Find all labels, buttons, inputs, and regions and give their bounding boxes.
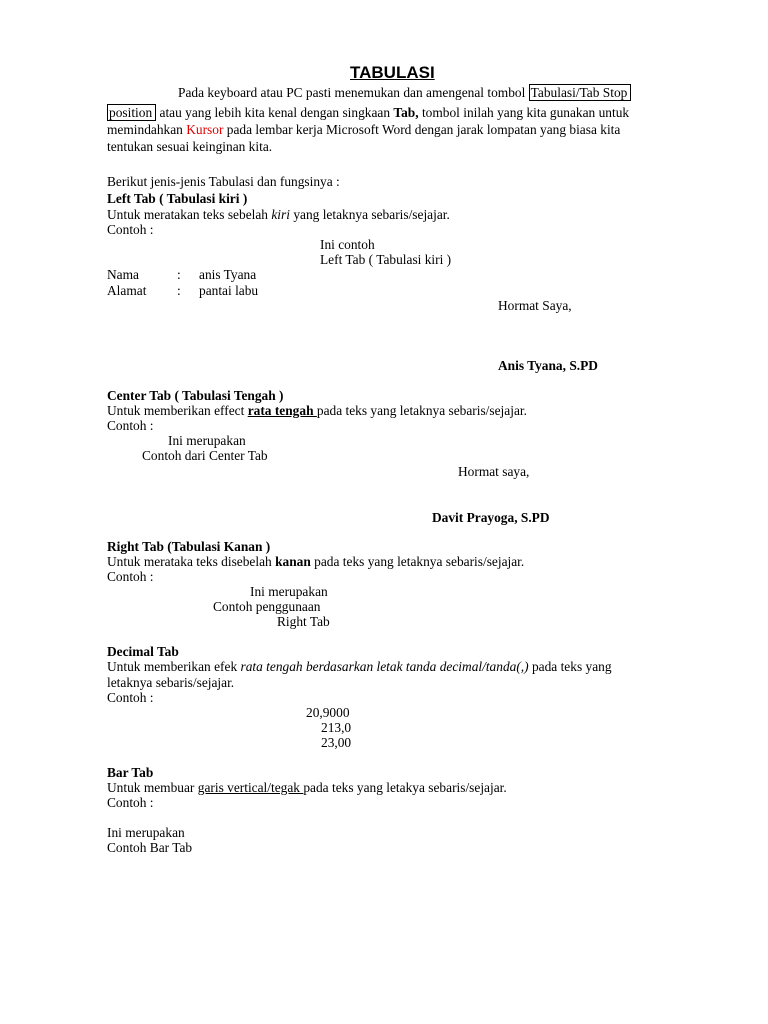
center-tab-signer: Davit Prayoga, S.PD: [432, 510, 550, 525]
desc-bold: kanan: [275, 554, 311, 569]
decimal-tab-desc: [107, 659, 612, 674]
center-tab-desc: [107, 403, 527, 418]
center-tab-contoh: Contoh :: [107, 418, 154, 433]
desc-text: Untuk membuar: [107, 780, 198, 795]
desc-text: Untuk memberikan efek: [107, 659, 241, 674]
alamat-colon: :: [177, 283, 181, 298]
desc-text: pada teks yang letakya sebaris/sejajar.: [303, 780, 507, 795]
decimal-tab-contoh: Contoh :: [107, 690, 154, 705]
left-tab-signer: Anis Tyana, S.PD: [498, 358, 598, 373]
intro-text: atau yang lebih kita kenal dengan singkaan: [156, 105, 394, 120]
left-tab-heading: Left Tab ( Tabulasi kiri ): [107, 191, 248, 206]
bar-tab-contoh: Contoh :: [107, 795, 154, 810]
right-tab-heading: Right Tab (Tabulasi Kanan ): [107, 539, 271, 554]
left-tab-desc: [107, 207, 450, 222]
desc-underline: garis vertical/tegak: [197, 780, 304, 795]
decimal-number-3: 23,00: [321, 735, 352, 750]
boxed-term-2: position: [107, 104, 156, 121]
decimal-tab-heading: Decimal Tab: [107, 644, 179, 659]
kursor-keyword: Kursor: [186, 122, 224, 137]
desc-text: Untuk meratakan teks sebelah: [107, 207, 272, 222]
desc-italic: kiri: [271, 207, 290, 222]
nama-colon: :: [177, 267, 181, 282]
desc-text: Untuk merataka teks disebelah: [107, 554, 276, 569]
desc-text: pada teks yang letaknya sebaris/sejajar.: [316, 403, 527, 418]
decimal-number-1: 20,9000: [306, 705, 350, 720]
center-tab-example-2: Contoh dari Center Tab: [142, 448, 268, 463]
desc-italic: rata tengah berdasarkan letak tanda decimal/tanda(,): [240, 659, 529, 674]
center-tab-hormat: Hormat saya,: [458, 464, 530, 479]
desc-text: pada teks yang letaknya sebaris/sejajar.: [310, 554, 525, 569]
bar-tab-example-2: Contoh Bar Tab: [107, 840, 193, 855]
desc-text: yang letaknya sebaris/sejajar.: [289, 207, 450, 222]
desc-text: pada teks yang: [528, 659, 612, 674]
bar-tab-heading: Bar Tab: [107, 765, 154, 780]
list-intro: Berikut jenis-jenis Tabulasi dan fungsinya :: [107, 174, 340, 189]
right-tab-example-2: Contoh penggunaan: [213, 599, 321, 614]
boxed-term-1: Tabulasi/Tab Stop: [529, 84, 632, 101]
nama-value: anis Tyana: [199, 267, 257, 282]
alamat-value: pantai labu: [199, 283, 259, 298]
right-tab-desc: [107, 554, 524, 569]
alamat-label: Alamat: [107, 283, 147, 298]
intro-line-4: tentukan sesuai keinginan kita.: [107, 139, 273, 154]
page-title: TABULASI: [350, 63, 435, 82]
bar-tab-desc: [107, 780, 507, 795]
intro-line-1: [178, 85, 631, 100]
right-tab-example-1: Ini merupakan: [250, 584, 328, 599]
desc-bold: rata tengah: [247, 403, 317, 418]
left-tab-contoh: Contoh :: [107, 222, 154, 237]
left-tab-hormat: Hormat Saya,: [498, 298, 572, 313]
left-tab-example-2: Left Tab ( Tabulasi kiri ): [320, 252, 452, 267]
intro-text: Pada keyboard atau PC pasti menemukan dan amengenal tombol: [178, 85, 529, 100]
intro-line-2: [107, 105, 629, 120]
intro-line-3: [107, 122, 620, 137]
center-tab-heading: Center Tab ( Tabulasi Tengah ): [107, 388, 284, 403]
intro-text: pada lembar kerja Microsoft Word dengan jarak lompatan yang biasa kita: [223, 122, 621, 137]
intro-text: tombol inilah yang kita gunakan untuk: [418, 105, 630, 120]
desc-text: Untuk memberikan effect: [107, 403, 248, 418]
tab-keyword: Tab,: [393, 105, 419, 120]
right-tab-example-3: Right Tab: [277, 614, 330, 629]
intro-text: memindahkan: [107, 122, 187, 137]
center-tab-example-1: Ini merupakan: [168, 433, 246, 448]
left-tab-example-1: Ini contoh: [320, 237, 375, 252]
decimal-number-2: 213,0: [321, 720, 352, 735]
bar-tab-example-1: Ini merupakan: [107, 825, 185, 840]
right-tab-contoh: Contoh :: [107, 569, 154, 584]
decimal-tab-desc-line-2: letaknya sebaris/sejajar.: [107, 675, 235, 690]
nama-label: Nama: [107, 267, 139, 282]
